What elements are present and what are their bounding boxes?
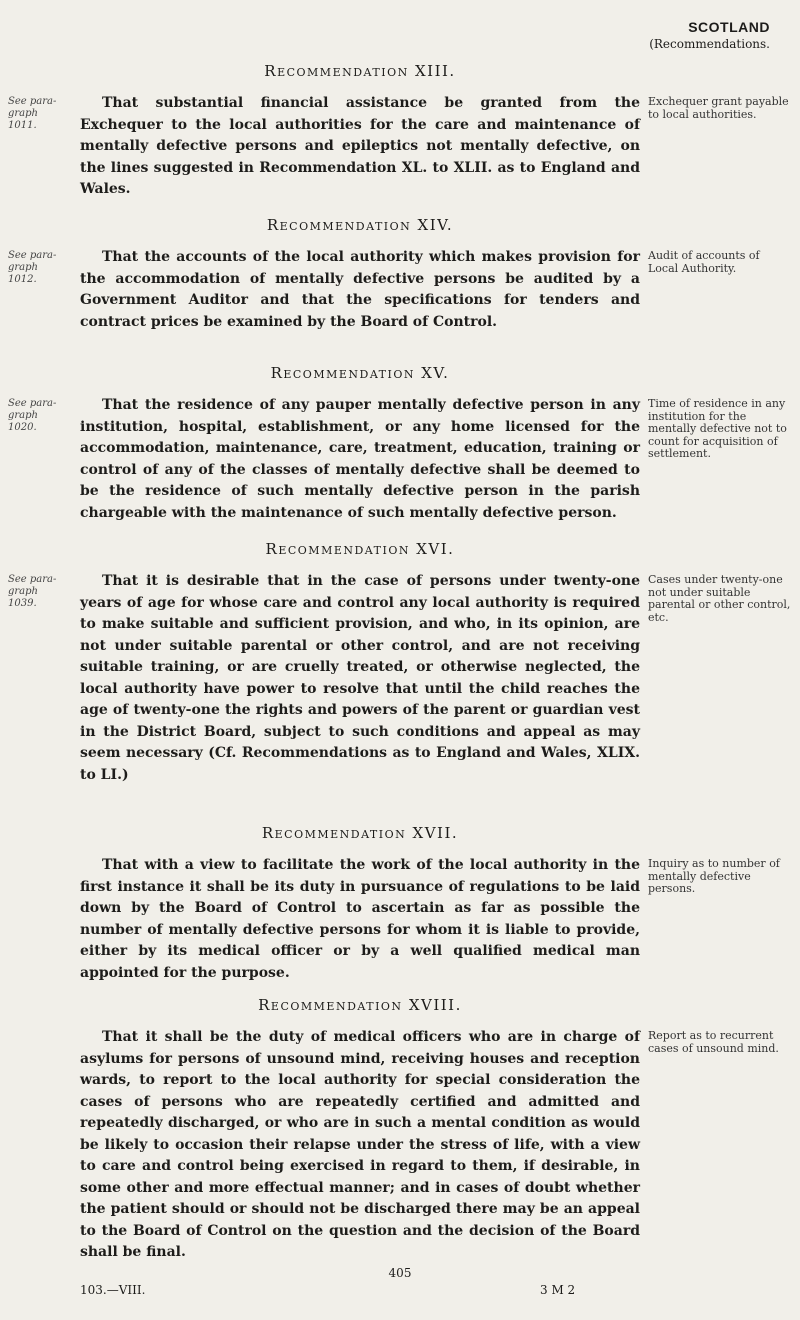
- side-note: Report as to recurrent cases of unsound mind.: [648, 1029, 779, 1055]
- recommendation-text: That it shall be the duty of medical officers who are in charge of asylums for persons of unsound mind, receiving houses and reception wards, to report to the local authority for special consideration the cases of persons who are repeatedly certified and admitted and repeatedly discharged, or who are in such a mental condition as would be likely to occasion their relapse under the stress of life, with a view to care and control being exercised in regard to them, if desirable, in some other and more effectual manner; and in cases of doubt whether the patient should or should not be discharged there may be an appeal to the Board of Control on the question and the decision of the Board shall be final.: [80, 1029, 640, 1260]
- side-note: Audit of accounts of Local Authority.: [648, 249, 760, 275]
- side-note: Exchequer grant payable to local authorities.: [648, 95, 789, 121]
- header-subtitle: (Recommendations.: [649, 37, 770, 51]
- recommendation-title: Recommendation XIII.: [264, 62, 456, 80]
- recommendation-title: Recommendation XV.: [270, 364, 450, 382]
- page-header: [649, 18, 770, 52]
- recommendation-title: Recommendation XVI.: [265, 540, 455, 558]
- side-note: Time of residence in any institution for the mentally defective not to count for acquisition of settlement.: [648, 397, 787, 460]
- footer-signature-right: 3 M 2: [540, 1283, 576, 1297]
- page-number: 405: [388, 1266, 412, 1280]
- recommendation-text: That substantial financial assistance be granted from the Exchequer to the local authorities for the care and maintenance of mentally defective persons and epileptics not mentally defective, on the lines suggested in Recommendation XL. to XLII. as to England and Wales.: [80, 95, 640, 197]
- header-country: SCOTLAND: [688, 19, 770, 35]
- footer-signature-left: 103.—VIII.: [80, 1283, 146, 1297]
- recommendation-title: Recommendation XVIII.: [258, 996, 462, 1014]
- recommendation-text: That with a view to facilitate the work of the local authority in the first instance it shall be its duty in pursuance of regulations to be laid down by the Board of Control to ascertain as far as possible the number of mentally defective persons for whom it is liable to provide, either by its medical officer or by a well qualified medical man appointed for the purpose.: [80, 857, 640, 981]
- side-note: Inquiry as to number of mentally defective persons.: [648, 857, 780, 895]
- recommendation-text: That it is desirable that in the case of persons under twenty-one years of age for whose care and control any local authority is required to make suitable and sufficient provision, and who, in its opinion, are not under suitable parental or other control, and are not receiving suitable training, or are cruelly treated, or otherwise neglected, the local authority have power to resolve that until the child reaches the age of twenty-one the rights and powers of the parent or guardian vest in the District Board, subject to such conditions and appeal as may seem necessary (Cf. Recommendations as to England and Wales, XLIX. to LI.): [80, 573, 640, 783]
- margin-reference: See para-graph 1039.: [8, 574, 57, 609]
- margin-reference: See para-graph 1020.: [8, 398, 57, 433]
- recommendation-text: That the accounts of the local authority which makes provision for the accommodation of mentally defective persons be audited by a Government Auditor and that the specifications for tenders and contract prices be examined by the Board of Control.: [80, 249, 640, 330]
- recommendation-title: Recommendation XVII.: [261, 824, 459, 842]
- margin-reference: See para-graph 1012.: [8, 250, 57, 285]
- recommendation-title: Recommendation XIV.: [266, 216, 454, 234]
- margin-reference: See para-graph 1011.: [8, 96, 57, 131]
- side-note: Cases under twenty-one not under suitable parental or other control, etc.: [648, 573, 791, 624]
- recommendation-text: That the residence of any pauper mentally defective person in any institution, hospital, establishment, or any home licensed for the accommodation, maintenance, care, treatment, education, training or control of any of the classes of mentally defective shall be deemed to be the residence of such mentally defective person in the parish chargeable with the maintenance of such mentally defective person.: [80, 397, 640, 521]
